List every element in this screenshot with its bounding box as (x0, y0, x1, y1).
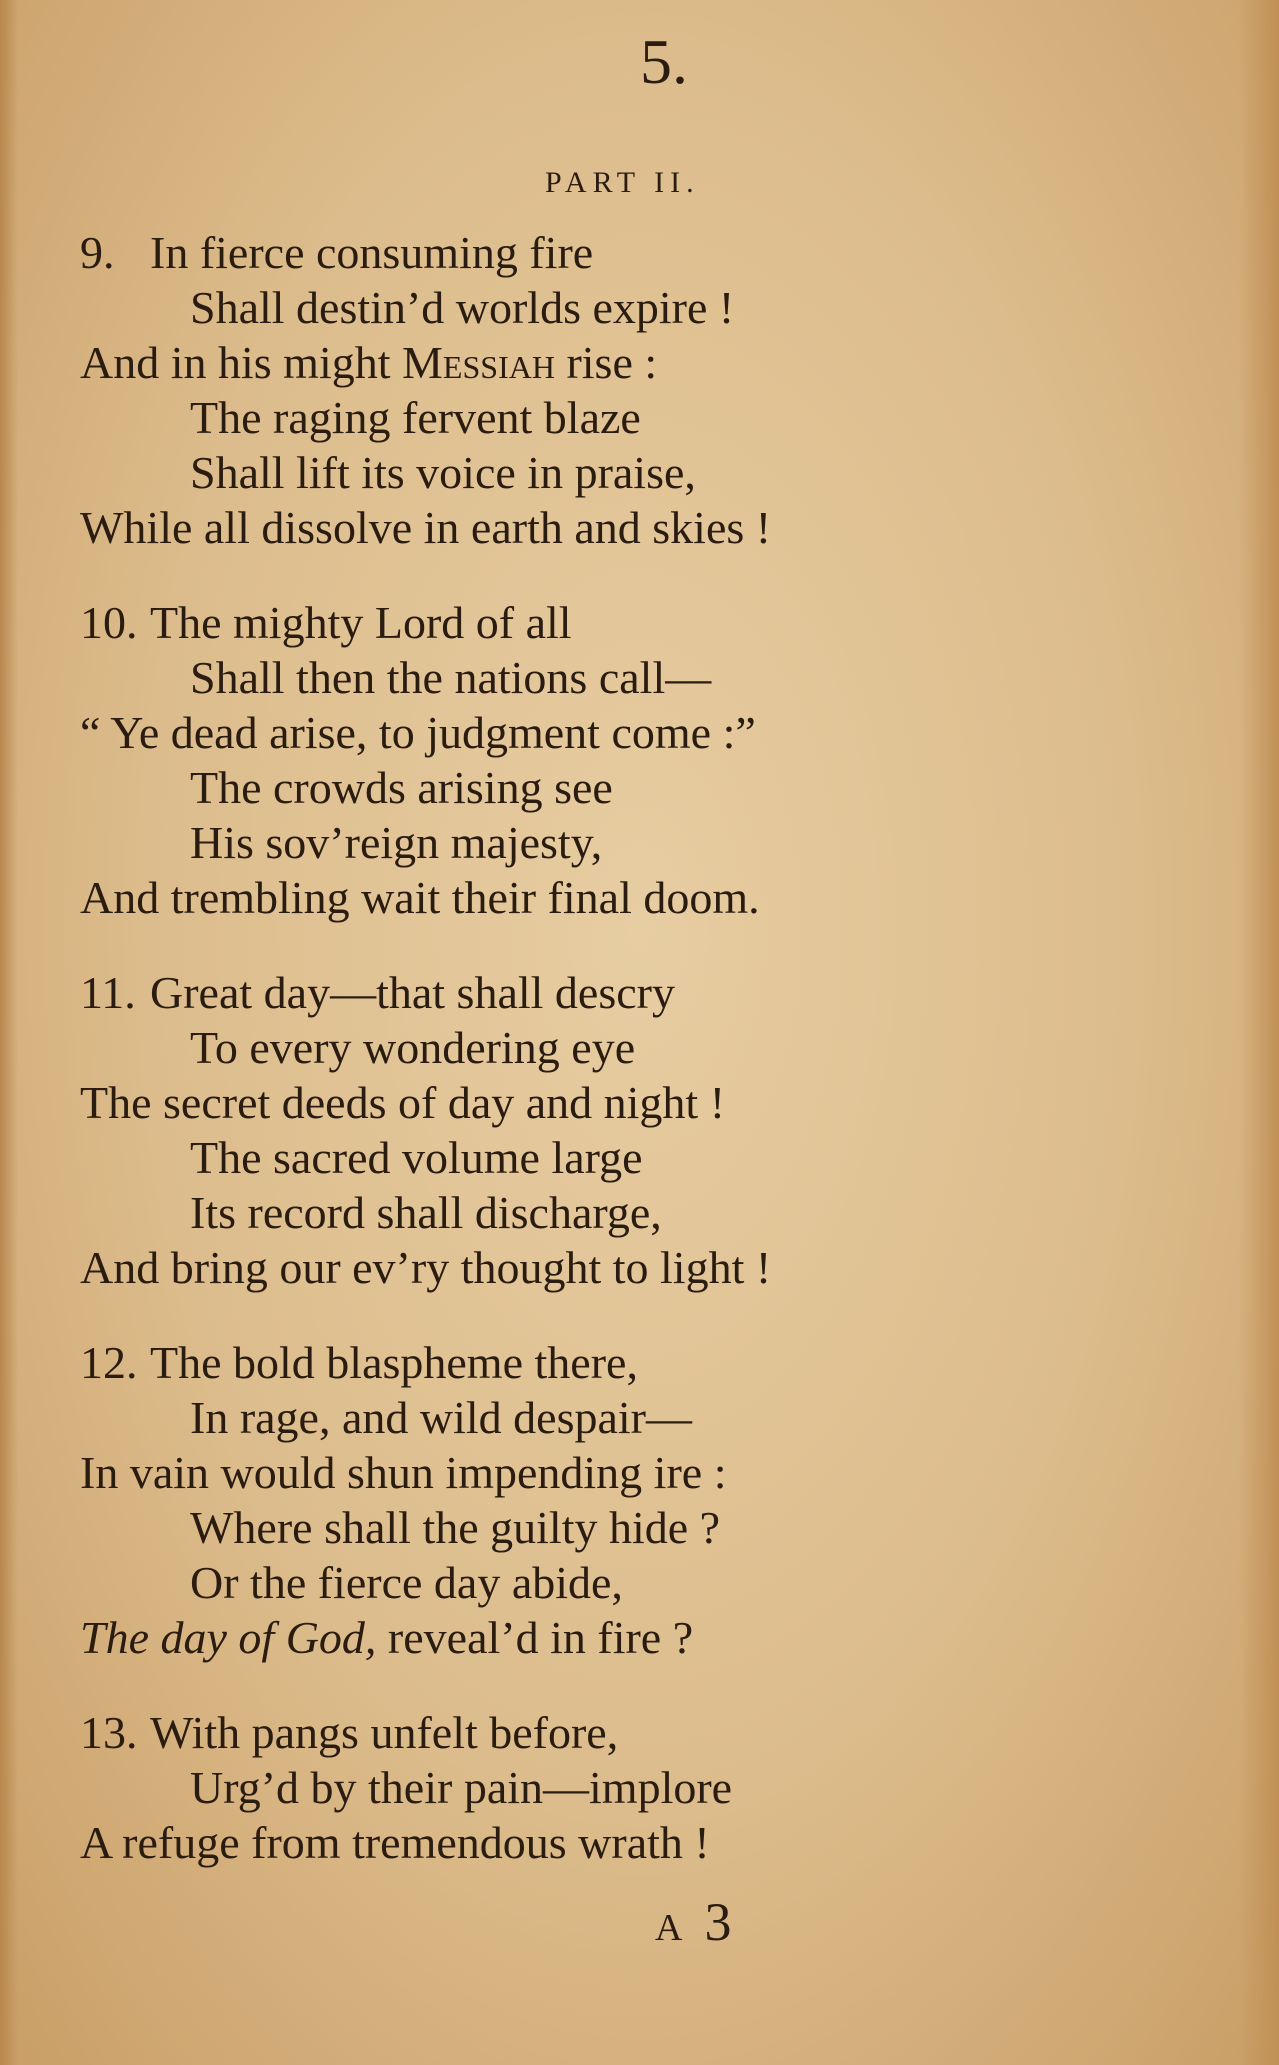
stanza-line: And in his might Messiah rise : (80, 337, 658, 388)
stanza-line: Where shall the guilty hide ? (190, 1502, 721, 1553)
stanza-number: 9. (80, 227, 115, 278)
stanza-13 (80, 1705, 1220, 1870)
stanza-line: Shall lift its voice in praise, (190, 447, 696, 498)
stanza-line: In vain would shun impending ire : (80, 1447, 727, 1498)
stanza-line: The raging fervent blaze (190, 392, 641, 443)
stanza-line: “ Ye dead arise, to judgment come :” (80, 707, 756, 758)
stanza-line: The day of God, reveal’d in fire ? (80, 1612, 694, 1663)
part-title: PART II. (545, 166, 700, 199)
stanza-12 (80, 1335, 1220, 1665)
stanza-line: To every wondering eye (190, 1022, 636, 1073)
messiah-small-caps: Messiah (402, 337, 555, 388)
page-edge-left (0, 0, 18, 2065)
stanza-number: 13. (80, 1707, 138, 1758)
stanza-10 (80, 595, 1220, 925)
stanza-11 (80, 965, 1220, 1295)
signature-letter: A (655, 1907, 683, 1949)
stanza-line: A refuge from tremendous wrath ! (80, 1817, 710, 1868)
stanza-line: Shall destin’d worlds expire ! (190, 282, 735, 333)
page-number: 5. (640, 26, 688, 97)
stanza-line: While all dissolve in earth and skies ! (80, 502, 772, 553)
stanza-line: 10. The mighty Lord of all (80, 597, 572, 648)
stanza-line: Urg’d by their pain—implore (190, 1762, 733, 1813)
stanza-line: His sov’reign majesty, (190, 817, 603, 868)
italic-phrase: The day of God, (80, 1612, 377, 1663)
stanza-line: And trembling wait their final doom. (80, 872, 760, 923)
stanza-line: 11. Great day—that shall descry (80, 967, 675, 1018)
stanza-number: 10. (80, 597, 138, 648)
stanza-line: The sacred volume large (190, 1132, 643, 1183)
hymn-stanzas (80, 225, 1220, 1910)
stanza-line: 13. With pangs unfelt before, (80, 1707, 619, 1758)
stanza-line: Shall then the nations call— (190, 652, 712, 703)
stanza-line: In rage, and wild despair— (190, 1392, 693, 1443)
signature-number: 3 (704, 1892, 732, 1952)
stanza-line: The secret deeds of day and night ! (80, 1077, 726, 1128)
stanza-9 (80, 225, 1220, 555)
page-edge-right (1239, 0, 1279, 2065)
stanza-number: 11. (80, 967, 136, 1018)
stanza-line: Or the fierce day abide, (190, 1557, 623, 1608)
stanza-line: And bring our ev’ry thought to light ! (80, 1242, 772, 1293)
stanza-line: 9. In fierce consuming fire (80, 227, 594, 278)
stanza-line: The crowds arising see (190, 762, 613, 813)
stanza-line: 12. The bold blaspheme there, (80, 1337, 638, 1388)
signature-mark (655, 1892, 732, 1952)
stanza-number: 12. (80, 1337, 138, 1388)
stanza-line: Its record shall discharge, (190, 1187, 662, 1238)
